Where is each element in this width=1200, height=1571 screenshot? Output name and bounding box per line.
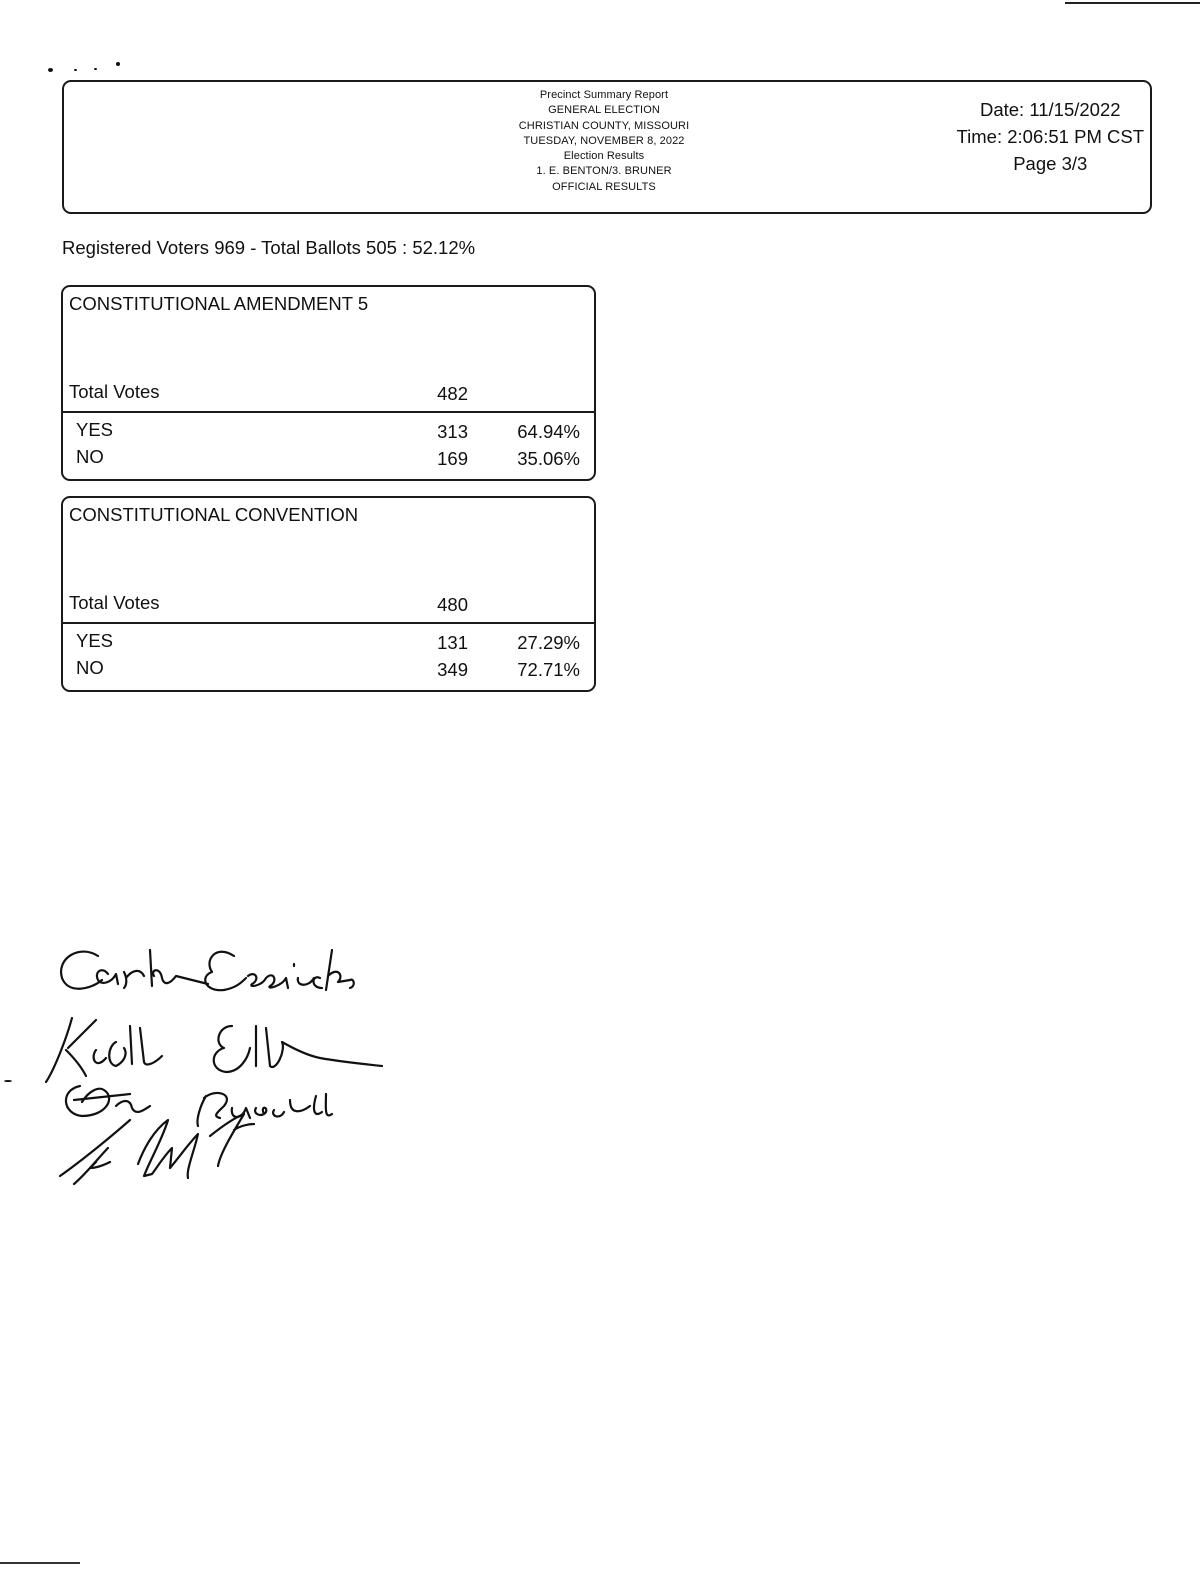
choice-row — [63, 630, 594, 658]
divider — [63, 411, 594, 413]
total-votes-label: Total Votes — [69, 592, 160, 613]
choice-name: NO — [76, 657, 104, 678]
scan-speck — [4, 1080, 12, 1082]
choice-votes: 349 — [437, 659, 468, 680]
total-votes-value: 482 — [437, 383, 468, 404]
scan-speck — [48, 68, 53, 72]
contest-title: CONSTITUTIONAL AMENDMENT 5 — [69, 293, 369, 314]
choice-row — [63, 419, 594, 447]
scan-edge-mark — [0, 1562, 80, 1564]
scan-speck — [116, 62, 120, 66]
choice-percent: 27.29% — [517, 632, 580, 653]
signature-2 — [46, 1018, 382, 1082]
report-header-meta — [957, 96, 1144, 177]
choice-percent: 64.94% — [517, 421, 580, 442]
choice-percent: 35.06% — [517, 448, 580, 469]
choice-name: NO — [76, 446, 104, 467]
election-date: TUESDAY, NOVEMBER 8, 2022 — [523, 134, 685, 147]
signature-1 — [61, 950, 354, 990]
scan-speck — [74, 69, 77, 71]
choice-votes: 131 — [437, 632, 468, 653]
jurisdiction: CHRISTIAN COUNTY, MISSOURI — [518, 119, 690, 132]
report-time: Time: 2:06:51 PM CST — [956, 126, 1144, 147]
contest-amendment-5 — [61, 285, 596, 481]
total-votes-label: Total Votes — [69, 381, 160, 402]
contest-constitutional-convention — [61, 496, 596, 692]
choice-votes: 313 — [437, 421, 468, 442]
signature-block — [20, 930, 400, 1230]
choice-percent: 72.71% — [517, 659, 580, 680]
choice-name: YES — [76, 630, 114, 651]
precinct-name: 1. E. BENTON/3. BRUNER — [536, 165, 672, 178]
choice-row — [63, 657, 594, 685]
scan-edge-mark — [1065, 2, 1200, 4]
report-header — [62, 80, 1152, 214]
total-votes-value: 480 — [437, 594, 468, 615]
results-label: Election Results — [563, 150, 645, 163]
report-header-center — [404, 88, 804, 195]
choice-name: YES — [76, 419, 114, 440]
contest-title: CONSTITUTIONAL CONVENTION — [69, 504, 359, 525]
election-name: GENERAL ELECTION — [548, 104, 660, 117]
report-date: Date: 11/15/2022 — [979, 99, 1121, 120]
signature-4 — [60, 1114, 254, 1184]
page-number: Page 3/3 — [1013, 153, 1088, 174]
divider — [63, 622, 594, 624]
choice-votes: 169 — [437, 448, 468, 469]
scan-speck — [94, 68, 97, 70]
report-title: Precinct Summary Report — [539, 89, 669, 101]
signature-3 — [66, 1086, 332, 1126]
turnout-summary: Registered Voters 969 - Total Ballots 505 : 52.12% — [62, 237, 476, 258]
results-status: OFFICIAL RESULTS — [552, 180, 656, 193]
choice-row — [63, 446, 594, 474]
